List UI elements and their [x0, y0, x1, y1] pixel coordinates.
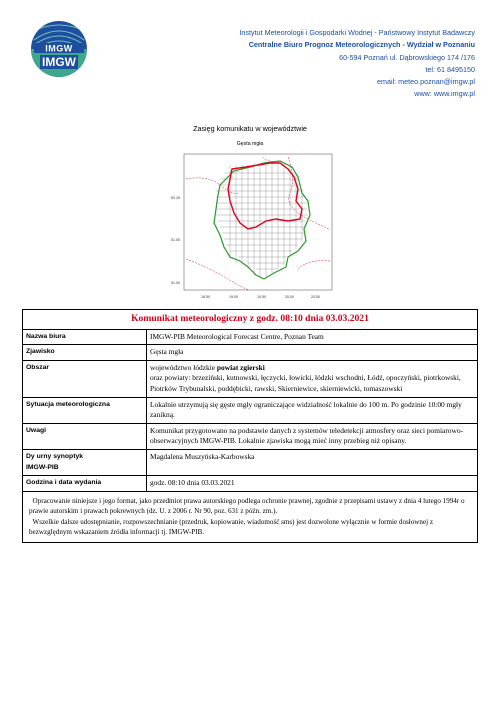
row-value: Magdalena Muszyńska-Karbowska: [147, 449, 478, 475]
office-name: Centralne Biuro Prognoz Meteorologicznych - Wydział w Poznaniu: [248, 40, 475, 50]
row-value: Komunikat przygotowano na podstawie danych z systemów teledetekcji atmosfery oraz sieci pomiarowo-obserwacyjnych IMGW-PIB. Lokalnie zjawiska mogą mieć inny przebieg niż opisany.: [147, 423, 478, 449]
logo-text-bottom: IMGW: [42, 55, 76, 69]
copyright-notice: [23, 491, 478, 543]
lon-label: 20.00: [285, 295, 294, 299]
table-row: [23, 476, 478, 492]
row-value: godz. 08:10 dnia 03.03.2021: [147, 476, 478, 492]
warning-map: [168, 149, 334, 301]
bulletin-banner-row: [23, 310, 478, 330]
row-value: [147, 360, 478, 397]
row-value: IMGW-PIB Meteorological Forecast Centre, Poznan Team: [147, 329, 478, 345]
footer-row: [23, 491, 478, 543]
row-value: Gęsta mgła: [147, 345, 478, 361]
area-counties: oraz powiaty: brzeziński, kutnowski, łęczycki, łowicki, łódzki wschodni, Łódź, opoczyński, piotrkowski, Piotrków Trybunalski, poddębicki, rawski, Skierniewice, skierniewicki, tomaszowski: [150, 373, 461, 393]
area-prefix: województwo łódzkie: [150, 362, 217, 372]
logo-text-top: IMGW: [45, 43, 73, 54]
bulletin-table: [22, 309, 478, 543]
copyright-paragraph: Opracowanie niniejsze i jego format, jako przedmiot prawa autorskiego podlega ochronie prawnej, zgodnie z przepisami ustawy z dnia 4 lutego 1994r o prawie autorskim i prawach pokrewnych (dz. U. z 2006 r. Nr 90, poz. 631 z późn. zm.).: [29, 496, 465, 516]
table-row: [23, 345, 478, 361]
office-header: [115, 27, 475, 101]
office-website[interactable]: www: www.imgw.pl: [414, 89, 475, 99]
row-label: Obszar: [23, 360, 147, 397]
row-label: Uwagi: [23, 423, 147, 449]
row-label: Nazwa biura: [23, 329, 147, 345]
institute-name: Instytut Meteorologii i Gospodarki Wodnej - Państwowy Instytut Badawczy: [239, 28, 475, 37]
map-title: Gęsta mgła: [236, 141, 264, 147]
lon-label: 19.50: [257, 295, 266, 299]
office-email[interactable]: email: meteo.poznan@imgw.pl: [377, 77, 475, 87]
lat-label: 51.00: [171, 281, 180, 285]
row-label: Zjawisko: [23, 345, 147, 361]
row-label-line: IMGW-PIB: [26, 463, 59, 471]
table-row: [23, 449, 478, 475]
map-caption: Zasięg komunikatu w województwie: [193, 124, 307, 133]
table-row: [23, 360, 478, 397]
row-label: Godzina i data wydania: [23, 476, 147, 492]
row-label: Sytuacja meteorologiczna: [23, 397, 147, 423]
imgw-logo: [30, 20, 88, 78]
table-row: [23, 423, 478, 449]
lon-label: 19.00: [229, 295, 238, 299]
row-label-line: Dy urny synoptyk: [26, 452, 84, 460]
area-main-county: powiat zgierski: [216, 362, 265, 372]
lat-label: 51.50: [171, 238, 180, 242]
office-address: 60-594 Poznań ul. Dąbrowskiego 174 /176: [339, 52, 475, 62]
distribution-paragraph: Wszelkie dalsze udostępnianie, rozpowszechnianie (przedruk, kopiowanie, wiadomość sms) jest dozwolone wyłącznie w formie dosłownej z bezwzględnym wskazaniem źródła informacji tj. IMGW-PIB.: [29, 517, 434, 536]
row-value: Lokalnie utrzymują się gęste mgły ograniczające widzialność lokalnie do 100 m. Po godzinie 10:00 mgły zanikną.: [147, 397, 478, 423]
map-frame: [184, 154, 332, 290]
table-row: [23, 397, 478, 423]
lon-label: 18.50: [201, 295, 210, 299]
bulletin-banner: Komunikat meteorologiczny z godz. 08:10 dnia 03.03.2021: [23, 310, 478, 330]
row-label: [23, 449, 147, 475]
lon-label: 20.50: [311, 295, 320, 299]
office-phone: tel: 61 8495150: [425, 64, 475, 74]
table-row: [23, 329, 478, 345]
lat-label: 52.25: [171, 196, 180, 200]
